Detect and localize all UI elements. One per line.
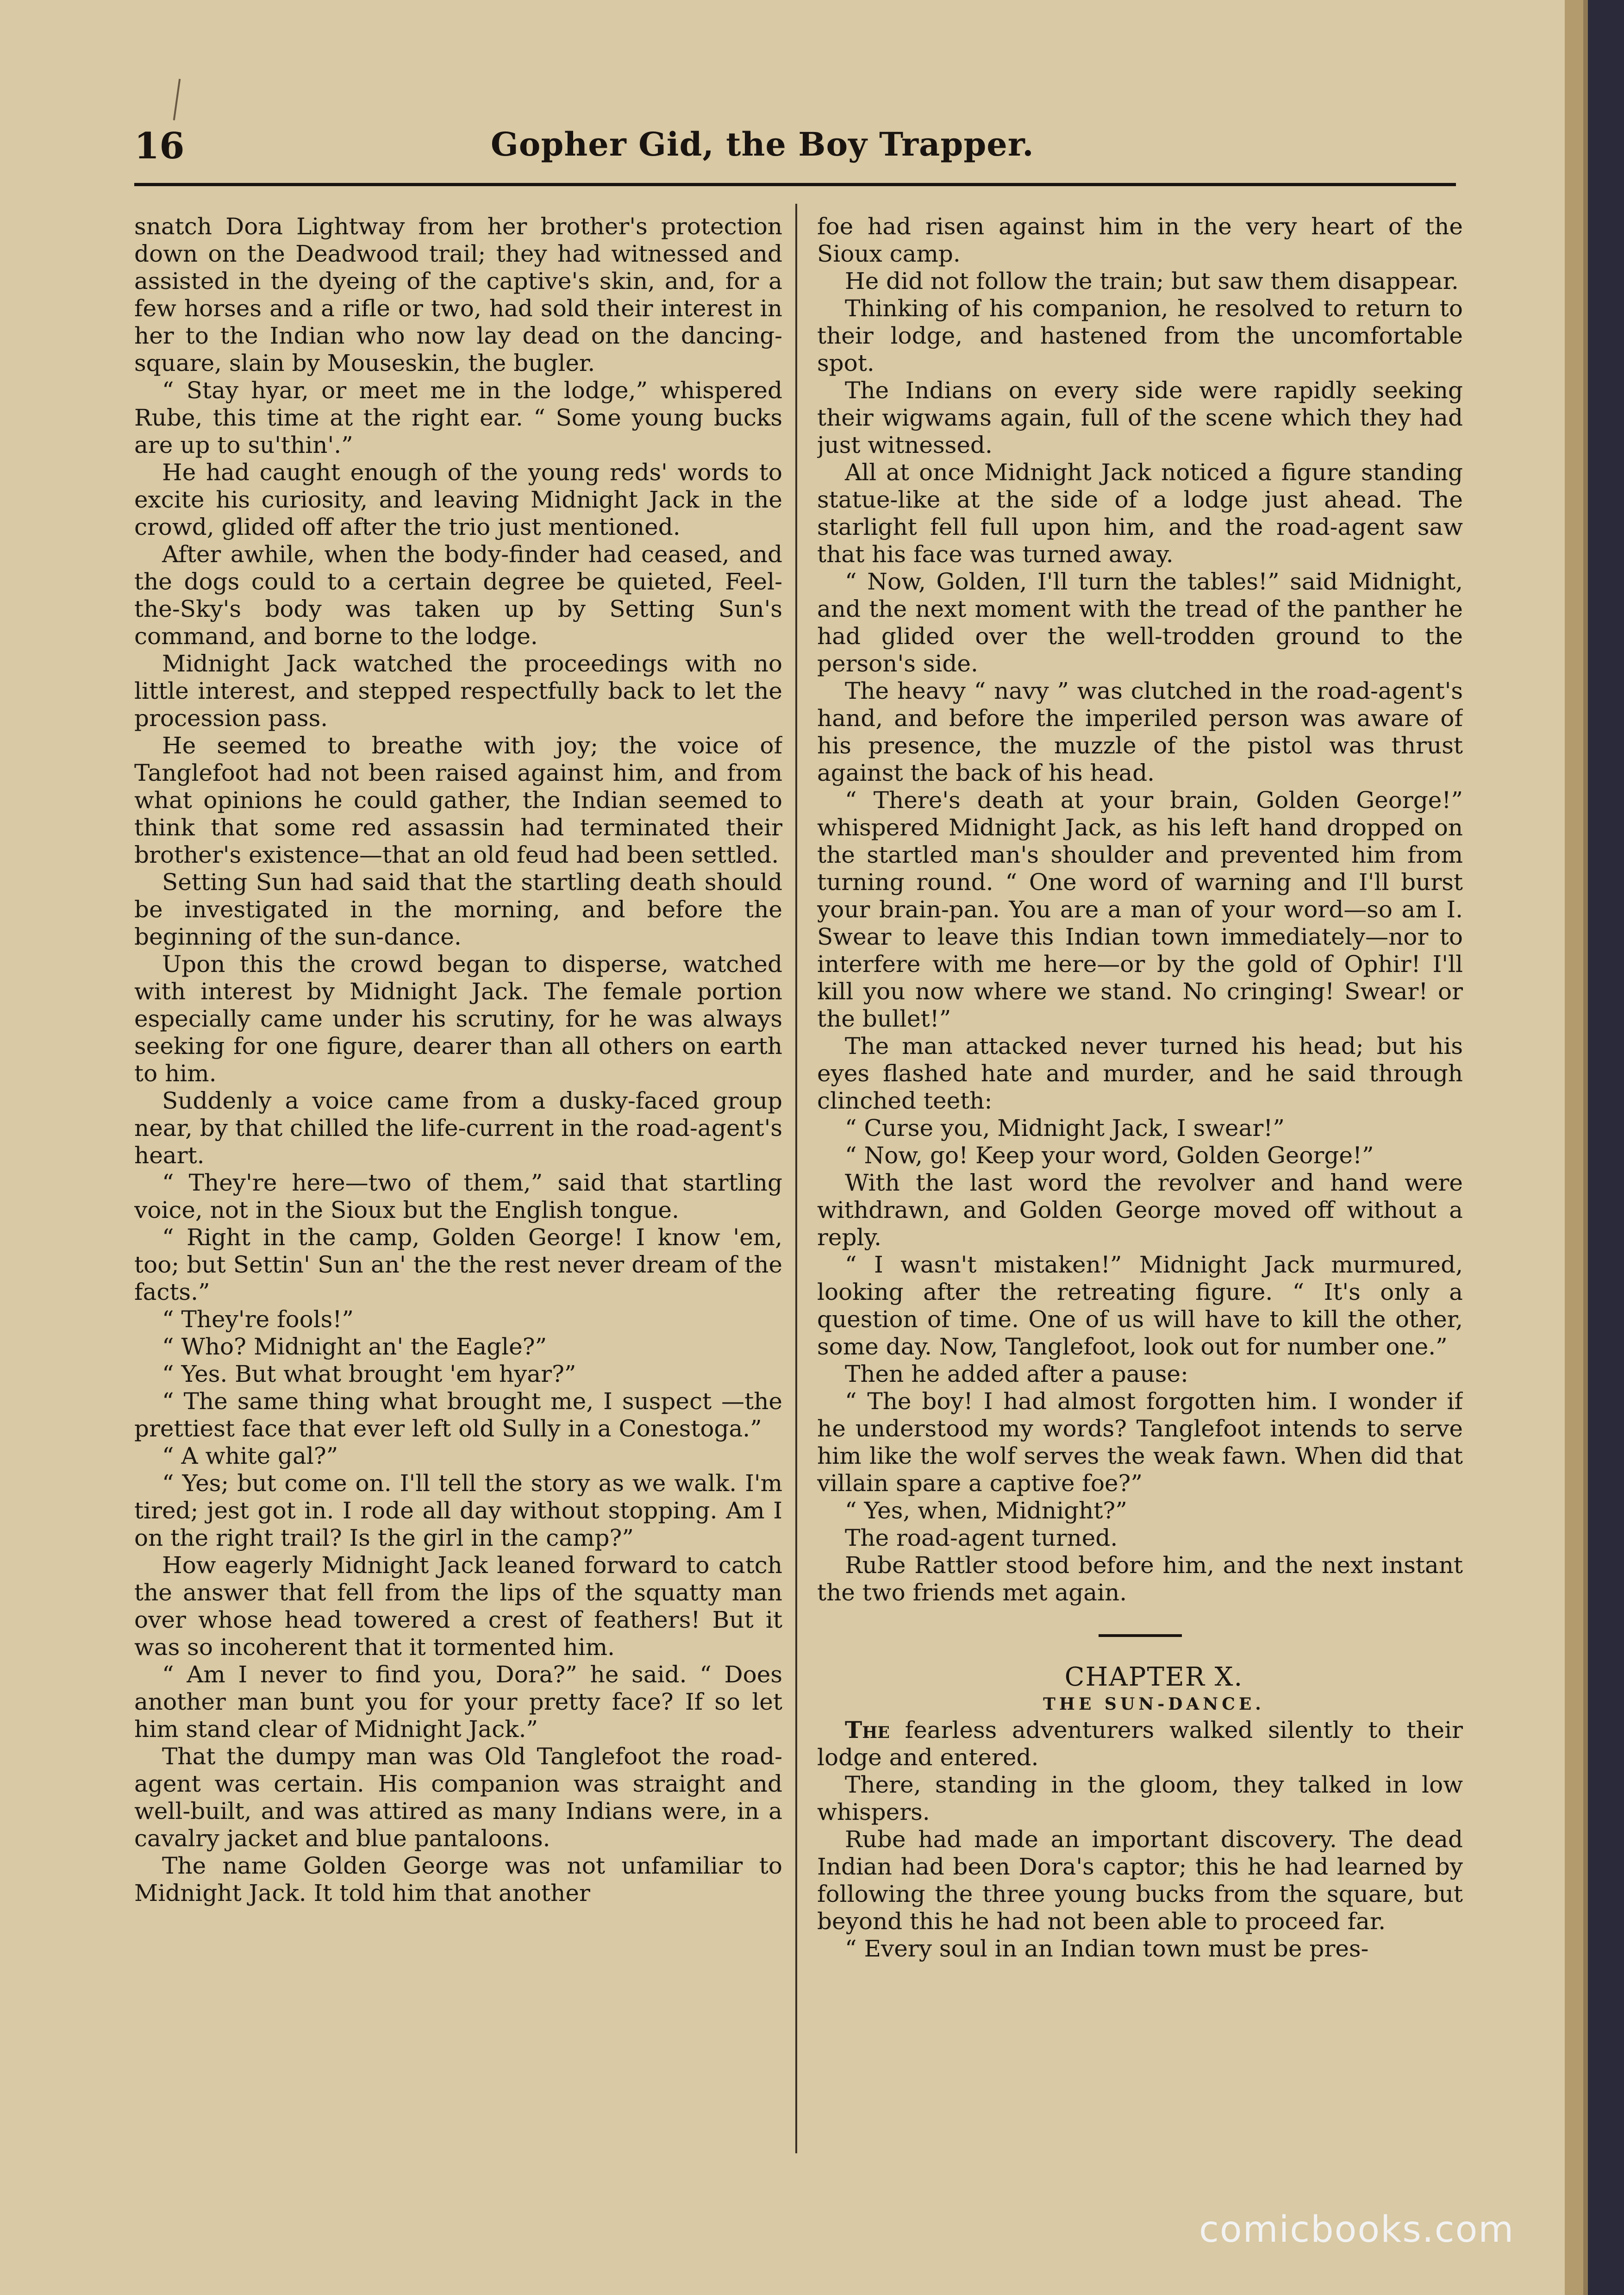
paragraph: How eagerly Midnight Jack leaned forward to catch the answer that fell from the lips of the squatty man over whose head towered a crest of feathers! But it was so incoherent that it tormented him. [134, 1552, 782, 1661]
paragraph: Thinking of his companion, he resolved to return to their lodge, and hastened from the uncomfortable spot. [817, 295, 1463, 376]
paragraph: “ There's death at your brain, Golden George!” whispered Midnight Jack, as his left hand dropped on the startled man's shoulder and prevented him from turning round. “ One word of warning and I'll burst your brain-pan. You are a man of your word—so am I. Swear to leave this Indian town immediately—nor to interfere with me here—or by the gold of Ophir! I'll kill you now where we stand. No cringing! Swear! or the bullet!” [817, 787, 1463, 1032]
paragraph: He did not follow the train; but saw them disappear. [845, 268, 1459, 295]
binding-line [1583, 0, 1588, 2295]
paragraph: “ The boy! I had almost forgotten him. I wonder if he understood my words? Tanglefoot intends to serve him like the wolf serves the weak fawn. When did that villain spare a captive foe?” [817, 1388, 1463, 1497]
paragraph: Rube Rattler stood before him, and the next instant the two friends met again. [817, 1552, 1463, 1606]
watermark: comicbooks.com [1199, 2209, 1515, 2251]
chapter-first-paragraph [817, 1716, 1463, 1771]
paragraph: Upon this the crowd began to disperse, watched with interest by Midnight Jack. The female portion especially came under his scrutiny, for he was always seeking for one figure, dearer than all others on earth to him. [134, 951, 782, 1087]
paragraph: That the dumpy man was Old Tanglefoot the road-agent was certain. His companion was straight and well-built, and was attired as many Indians were, in a cavalry jacket and blue pantaloons. [134, 1743, 782, 1852]
pencil-mark [173, 79, 181, 120]
paragraph: “ Right in the camp, Golden George! I know 'em, too; but Settin' Sun an' the the rest never dream of the facts.” [134, 1224, 782, 1305]
paragraph: “ The same thing what brought me, I suspect —the prettiest face that ever left old Sully in a Conestoga.” [134, 1388, 782, 1442]
paragraph: “ Yes, when, Midnight?” [845, 1497, 1127, 1524]
chapter-heading: CHAPTER X. [1064, 1662, 1243, 1692]
paragraph: Midnight Jack watched the proceedings with no little interest, and stepped respectfully back to let the procession pass. [134, 650, 782, 732]
paragraph: “ They're fools!” [162, 1306, 354, 1333]
page-header [134, 125, 1468, 176]
paragraph: After awhile, when the body-finder had ceased, and the dogs could to a certain degree be quieted, Feel-the-Sky's body was taken up by Setting Sun's command, and borne to the lodge. [134, 541, 782, 650]
paragraph: There, standing in the gloom, they talked in low whispers. [817, 1771, 1463, 1825]
paragraph: The name Golden George was not unfamiliar to Midnight Jack. It told him that another [134, 1852, 782, 1906]
paragraph: “ A white gal?” [162, 1442, 338, 1469]
paragraph: The heavy “ navy ” was clutched in the road-agent's hand, and before the imperiled person was aware of his presence, the muzzle of the pistol was thrust against the back of his head. [817, 677, 1463, 786]
paragraph: Then he added after a pause: [845, 1361, 1188, 1387]
paragraph: snatch Dora Lightway from her brother's protection down on the Deadwood trail; they had witnessed and assisted in the dyeing of the captive's skin, and, for a few horses and a rifle or two, had sold their interest in her to the Indian who now lay dead on the dancing-square, slain by Mouseskin, the bugler. [134, 213, 782, 376]
scan-background-edge [1588, 0, 1624, 2295]
paragraph: “ Am I never to find you, Dora?” he said. “ Does another man bunt you for your pretty face? If so let him stand clear of Midnight Jack.” [134, 1661, 782, 1743]
paragraph: “ Now, go! Keep your word, Golden George!” [845, 1142, 1374, 1169]
paragraph: “ Stay hyar, or meet me in the lodge,” whispered Rube, this time at the right ear. “ Some young bucks are up to su'thin'.” [134, 377, 782, 458]
paragraph: “ Now, Golden, I'll turn the tables!” said Midnight, and the next moment with the tread of the panther he had glided over the well-trodden ground to the person's side. [817, 568, 1463, 677]
chapter-first-paragraph-text: fearless adventurers walked silently to their lodge and entered. [817, 1717, 1463, 1771]
paragraph: All at once Midnight Jack noticed a figure standing statue-like at the side of a lodge just ahead. The starlight fell full upon him, and the road-agent saw that his face was turned away. [817, 459, 1463, 568]
paragraph: “ Yes. But what brought 'em hyar?” [162, 1361, 576, 1387]
chapter-subtitle: THE SUN-DANCE. [1043, 1694, 1265, 1714]
chapter-first-word: The [845, 1716, 890, 1743]
paragraph: Rube had made an important discovery. The dead Indian had been Dora's captor; this he had learned by following the three young bucks from the square, but beyond this he had not been able to proceed far. [817, 1826, 1463, 1935]
paragraph: “ Curse you, Midnight Jack, I swear!” [845, 1115, 1285, 1141]
paragraph: “ Every soul in an Indian town must be pres- [845, 1935, 1369, 1962]
paragraph: He seemed to breathe with joy; the voice of Tanglefoot had not been raised against him, and from what opinions he could gather, the Indian seemed to think that some red assassin had terminated their brother's existence—that an old feud had been settled. [134, 732, 782, 868]
section-break [1099, 1634, 1182, 1637]
paragraph: “ They're here—two of them,” said that startling voice, not in the Sioux but the English tongue. [134, 1169, 782, 1223]
paragraph: foe had risen against him in the very heart of the Sioux camp. [817, 213, 1463, 267]
page-number: 16 [134, 125, 185, 167]
paragraph: “ Who? Midnight an' the Eagle?” [162, 1333, 547, 1360]
paragraph: With the last word the revolver and hand were withdrawn, and Golden George moved off without a reply. [817, 1169, 1463, 1251]
paragraph: He had caught enough of the young reds' words to excite his curiosity, and leaving Midnight Jack in the crowd, glided off after the trio just mentioned. [134, 459, 782, 540]
paragraph: The man attacked never turned his head; but his eyes flashed hate and murder, and he said through clinched teeth: [817, 1033, 1463, 1114]
header-rule [134, 183, 1456, 186]
paragraph: Suddenly a voice came from a dusky-faced group near, by that chilled the life-current in the road-agent's heart. [134, 1087, 782, 1169]
paragraph: “ Yes; but come on. I'll tell the story as we walk. I'm tired; jest got in. I rode all day without stopping. Am I on the right trail? Is the girl in the camp?” [134, 1470, 782, 1551]
paragraph: “ I wasn't mistaken!” Midnight Jack murmured, looking after the retreating figure. “ It's only a question of time. One of us will have to kill the other, some day. Now, Tanglefoot, look out for number one.” [817, 1251, 1463, 1360]
paragraph: The Indians on every side were rapidly seeking their wigwams again, full of the scene which they had just witnessed. [817, 377, 1463, 458]
right-column [817, 213, 1463, 2167]
running-title: Gopher Gid, the Boy Trapper. [491, 125, 1034, 163]
left-column [134, 213, 782, 2167]
column-rule [795, 204, 797, 2153]
paragraph: Setting Sun had said that the startling death should be investigated in the morning, and before the beginning of the sun-dance. [134, 869, 782, 950]
paragraph: The road-agent turned. [845, 1524, 1118, 1551]
